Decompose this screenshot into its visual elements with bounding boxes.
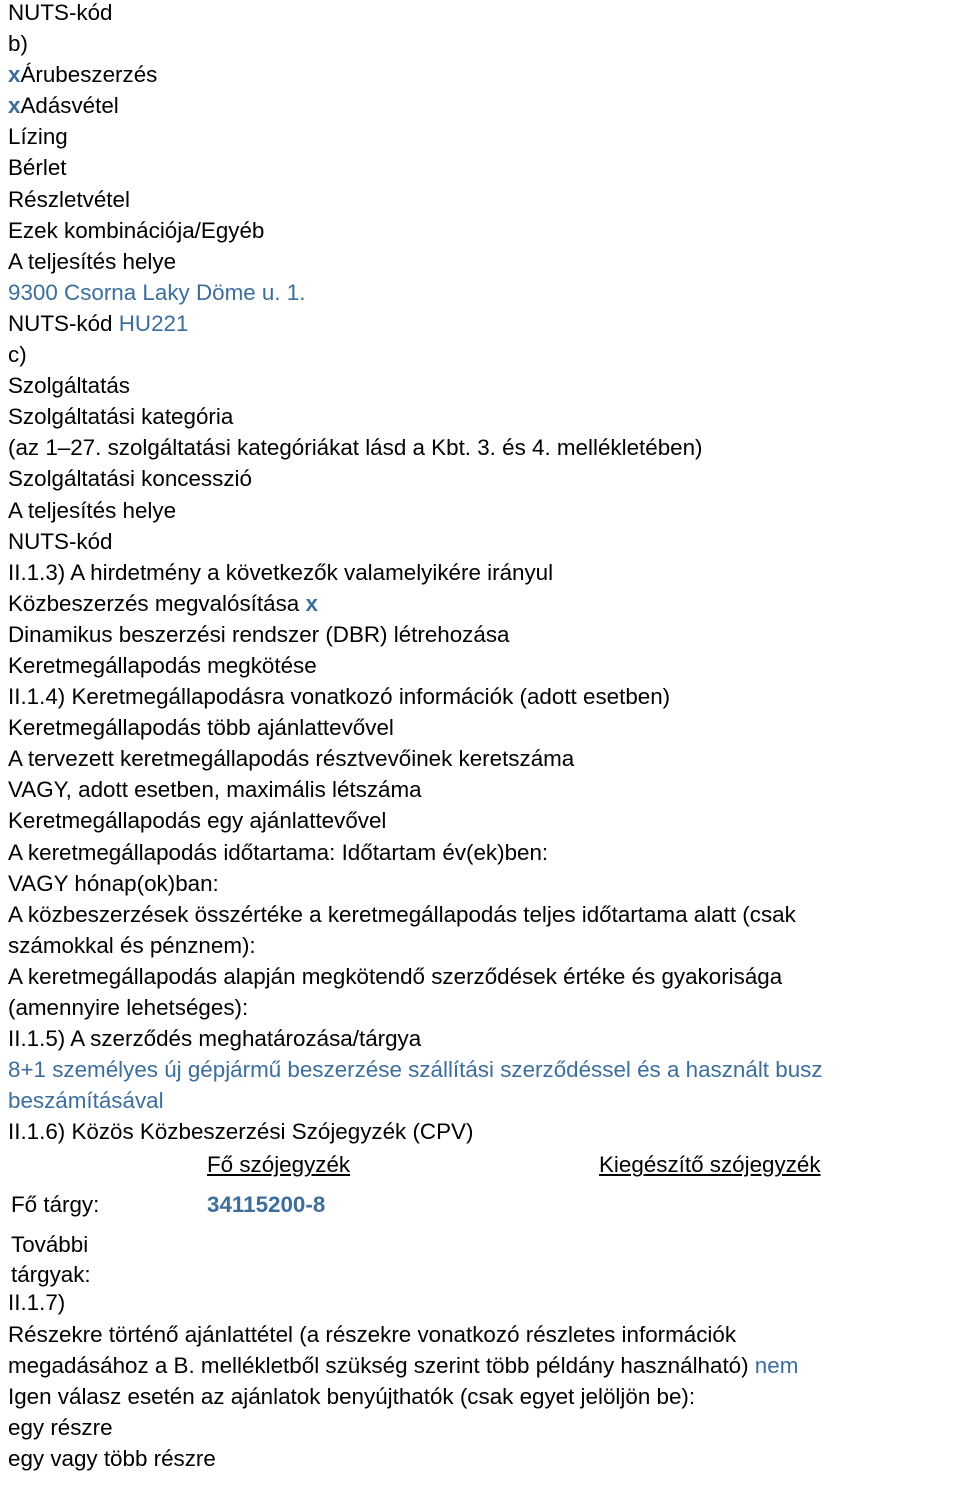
cpv-additional-objects-row — [8, 1226, 953, 1290]
option-label: Árubeszerzés — [20, 62, 158, 88]
cpv-supplementary-vocabulary-header: Kiegészítő szójegyzék — [599, 1152, 821, 1178]
option-label: Közbeszerzés megvalósítása — [8, 590, 306, 616]
place-of-performance-label: A teljesítés helye — [8, 248, 177, 274]
option-rental: Bérlet — [8, 155, 67, 181]
option-public-procurement — [8, 591, 953, 622]
option-installment: Részletvétel — [8, 186, 130, 212]
option-one-lot: egy részre — [8, 1414, 113, 1440]
checked-mark: x — [8, 93, 21, 119]
cpv-main-vocabulary-header: Fő szójegyzék — [207, 1152, 351, 1178]
option-leasing: Lízing — [8, 124, 68, 150]
place-of-performance-label: A teljesítés helye — [8, 497, 177, 523]
nuts-code-label: NUTS-kód — [8, 310, 119, 336]
framework-multiple-operators: Keretmegállapodás több ajánlattevővel — [8, 715, 394, 741]
nuts-code-row — [8, 311, 953, 342]
checked-mark: x — [305, 590, 318, 616]
cpv-main-object-label: Fő tárgy: — [11, 1192, 100, 1218]
cpv-main-object-code: 34115200-8 — [207, 1192, 326, 1218]
lots-label-cont — [8, 1353, 953, 1384]
lots-answer-value: nem — [754, 1352, 799, 1378]
section-b-label: b) — [8, 31, 28, 57]
option-combination: Ezek kombinációja/Egyéb — [8, 217, 265, 243]
lots-label-text: megadásához a B. mellékletből szükség szerint több példány használható) — [8, 1352, 755, 1378]
document — [8, 0, 953, 1477]
contract-value-frequency-label-cont: (amennyire lehetséges): — [8, 995, 249, 1020]
section-ii-1-7-heading: II.1.7) — [8, 1290, 66, 1316]
framework-duration-years: A keretmegállapodás időtartama: Időtartam év(ek)ben: — [8, 839, 549, 865]
place-of-performance-value: 9300 Csorna Laky Döme u. 1. — [8, 279, 306, 305]
lots-label: Részekre történő ajánlattétel (a részekre vonatkozó részletes információk — [8, 1321, 737, 1347]
cpv-table-header — [8, 1150, 953, 1190]
nuts-code-label: NUTS-kód — [8, 528, 113, 554]
option-one-or-more-lots: egy vagy több részre — [8, 1445, 216, 1471]
contract-value-frequency-label: A keretmegállapodás alapján megkötendő szerződések értéke és gyakorisága — [8, 963, 783, 989]
section-ii-1-5-heading: II.1.5) A szerződés meghatározása/tárgya — [8, 1026, 422, 1052]
option-framework-agreement: Keretmegállapodás megkötése — [8, 652, 317, 678]
contract-subject-value-cont: beszámításával — [8, 1088, 164, 1114]
checked-mark: x — [8, 62, 21, 88]
option-goods-procurement — [8, 62, 953, 93]
contract-subject-value: 8+1 személyes új gépjármű beszerzése szállítási szerződéssel és a használt busz — [8, 1057, 823, 1083]
section-ii-1-6-heading: II.1.6) Közös Közbeszerzési Szójegyzék (CPV) — [8, 1119, 474, 1145]
framework-single-operator: Keretmegállapodás egy ajánlattevővel — [8, 808, 387, 834]
cpv-additional-objects-label: További tárgyak: — [11, 1232, 91, 1288]
total-value-label: A közbeszerzések összértéke a keretmegállapodás teljes időtartama alatt (csak — [8, 901, 796, 927]
total-value-label-cont: számokkal és pénznem): — [8, 932, 256, 958]
service-category-label: Szolgáltatási kategória — [8, 404, 234, 430]
section-ii-1-4-heading: II.1.4) Keretmegállapodásra vonatkozó információk (adott esetben) — [8, 684, 671, 710]
service-category-note: (az 1–27. szolgáltatási kategóriákat lásd a Kbt. 3. és 4. mellékletében) — [8, 435, 703, 461]
nuts-code-label: NUTS-kód — [8, 0, 113, 25]
option-service: Szolgáltatás — [8, 373, 130, 399]
option-service-concession: Szolgáltatási koncesszió — [8, 466, 252, 492]
cpv-main-object-row — [8, 1190, 953, 1226]
section-ii-1-3-heading: II.1.3) A hirdetmény a következők valamelyikére irányul — [8, 559, 554, 585]
planned-participants-label: A tervezett keretmegállapodás résztvevőinek keretszáma — [8, 746, 575, 772]
max-participants-label: VAGY, adott esetben, maximális létszáma — [8, 777, 422, 803]
lots-submission-label: Igen válasz esetén az ajánlatok benyújthatók (csak egyet jelöljön be): — [8, 1383, 696, 1409]
option-dps: Dinamikus beszerzési rendszer (DBR) létrehozása — [8, 621, 510, 647]
option-purchase — [8, 93, 953, 124]
option-label: Adásvétel — [20, 93, 119, 119]
section-c-label: c) — [8, 342, 27, 368]
framework-duration-months: VAGY hónap(ok)ban: — [8, 870, 219, 896]
nuts-code-value: HU221 — [118, 310, 189, 336]
